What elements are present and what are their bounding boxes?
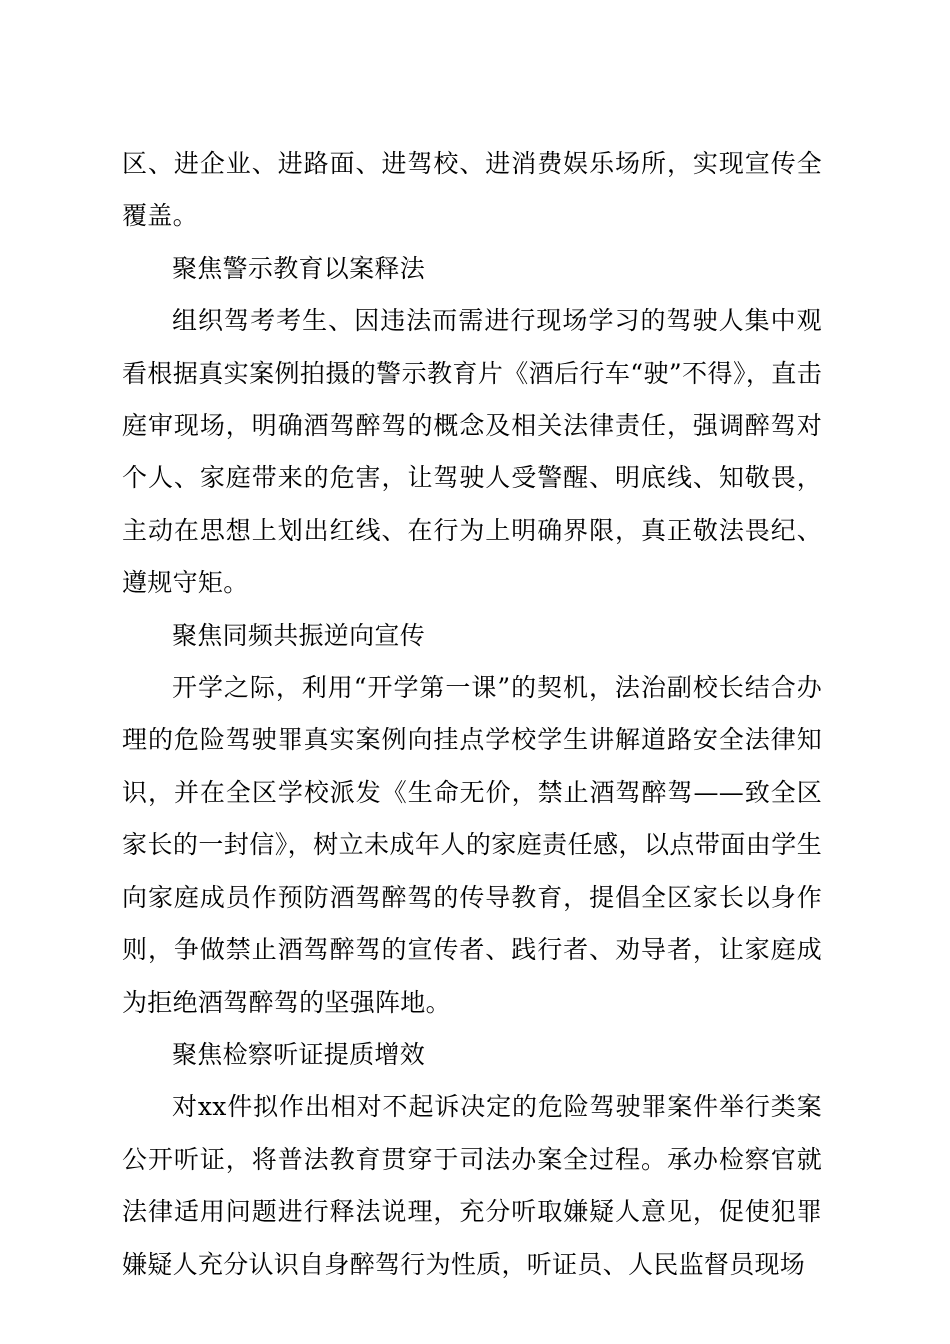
paragraph-warning-education: 组织驾考考生、因违法而需进行现场学习的驾驶人集中观看根据真实案例拍摄的警示教育片《酒后行车“驶”不得》，直击庭审现场，明确酒驾醉驾的概念及相关法律责任，强调醉驾对个人、家庭带来的危害，让驾驶人受警醒、明底线、知敬畏，主动在思想上划出红线、在行为上明确界限，真正敬法畏纪、遵规守矩。 <box>122 306 822 598</box>
paragraph-continued: 区、进企业、进路面、进驾校、进消费娱乐场所，实现宣传全覆盖。 <box>122 149 822 231</box>
section-heading-warning-education: 聚焦警示教育以案释法 <box>172 253 426 283</box>
section-heading-reverse-publicity: 聚焦同频共振逆向宣传 <box>172 620 426 650</box>
document-body <box>122 138 822 1291</box>
paragraph-procuratorial-hearing: 对xx件拟作出相对不起诉决定的危险驾驶罪案件举行类案公开听证，将普法教育贯穿于司法办案全过程。承办检察官就法律适用问题进行释法说理，充分听取嫌疑人意见，促使犯罪嫌疑人充分认识自身醉驾行为性质，听证员、人民监督员现场 <box>122 1092 822 1279</box>
section-heading-procuratorial-hearing: 聚焦检察听证提质增效 <box>172 1039 426 1069</box>
paragraph-reverse-publicity: 开学之际，利用“开学第一课”的契机，法治副校长结合办理的危险驾驶罪真实案例向挂点学校学生讲解道路安全法律知识，并在全区学校派发《生命无价，禁止酒驾醉驾——致全区家长的一封信》，树立未成年人的家庭责任感，以点带面由学生向家庭成员作预防酒驾醉驾的传导教育，提倡全区家长以身作则，争做禁止酒驾醉驾的宣传者、践行者、劝导者，让家庭成为拒绝酒驾醉驾的坚强阵地。 <box>122 673 822 1017</box>
